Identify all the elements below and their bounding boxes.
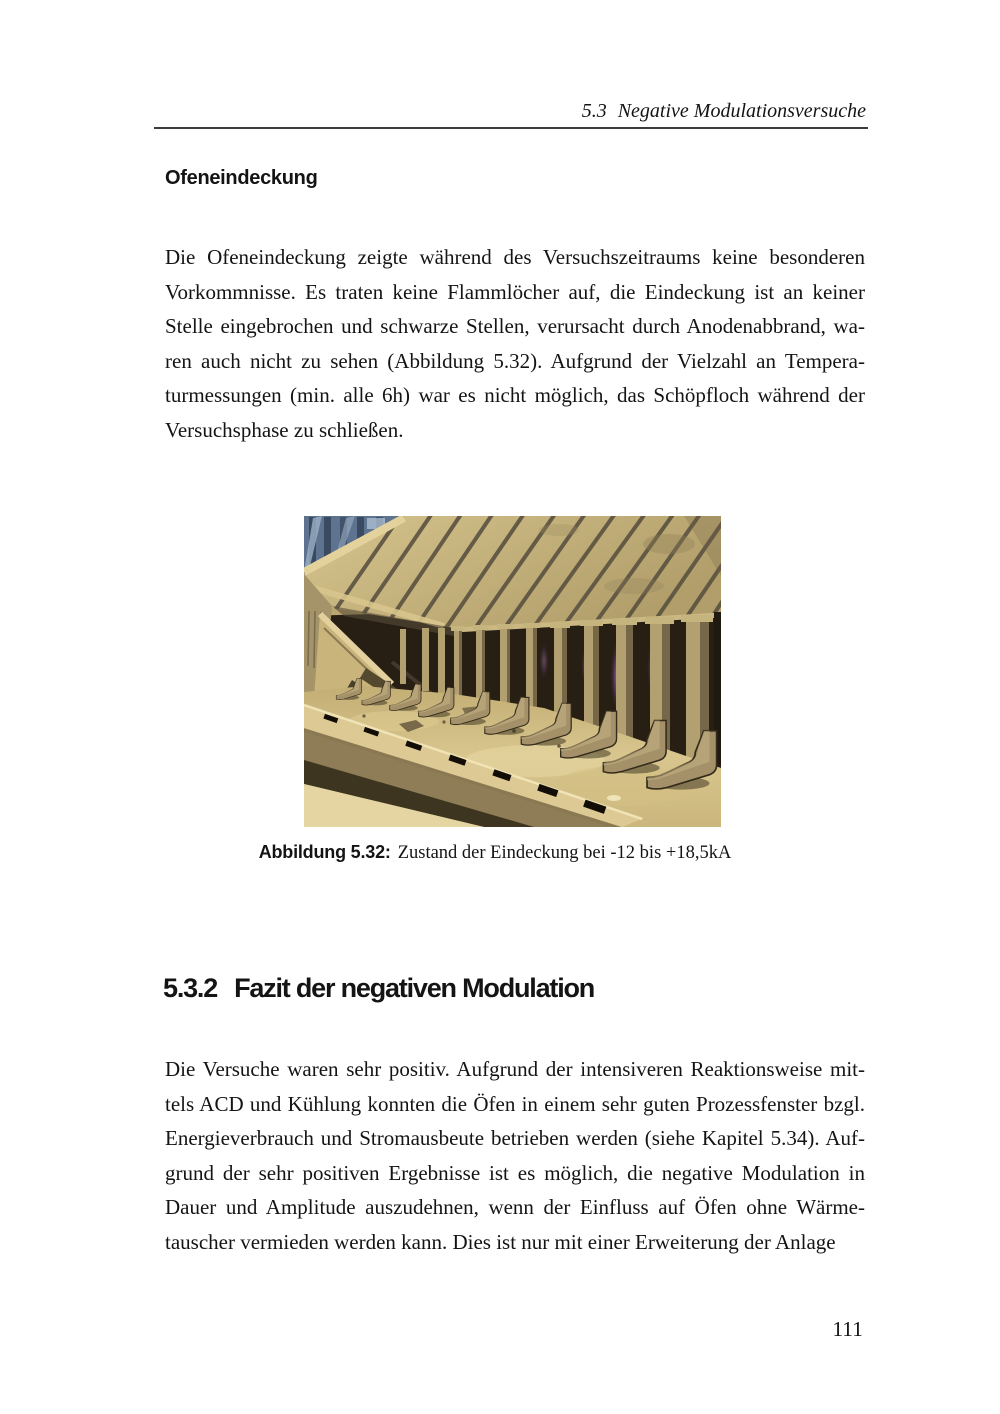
paragraph-line: Versuchsphase zu schließen.	[165, 417, 404, 442]
paragraph-line: Die Ofeneindeckung zeigte während des Versuchszeitraums keine besonderen	[165, 245, 865, 269]
paragraph-line: ren auch nicht zu sehen (Abbildung 5.32). Aufgrund der Vielzahl an Tempera-	[165, 348, 865, 373]
running-header-section-number: 5.3	[581, 100, 607, 122]
section-number: 5.3.2	[163, 973, 218, 1003]
section-heading	[163, 975, 594, 1002]
paragraph-line: Stelle eingebrochen und schwarze Stellen, verursacht durch Anodenabbrand, wa-	[165, 314, 865, 338]
paragraph-line: Energieverbrauch und Stromausbeute betrieben werden (siehe Kapitel 5.34). Auf-	[165, 1126, 865, 1150]
paragraph-line: grund der sehr positiven Ergebnisse ist es möglich, die negative Modulation in	[165, 1160, 865, 1185]
figure-caption-label: Abbildung 5.32:	[258, 842, 391, 862]
paragraph-1	[165, 240, 865, 447]
subsection-heading: Ofeneindeckung	[165, 167, 318, 189]
paragraph-line: Die Versuche waren sehr positiv. Aufgrund der intensiveren Reaktionsweise mit-	[165, 1057, 865, 1081]
figure-caption-text: Zustand der Eindeckung bei -12 bis +18,5kA	[397, 843, 732, 863]
furnace-cover-photo	[304, 516, 721, 827]
paragraph-line: turmessungen (min. alle 6h) war es nicht möglich, das Schöpfloch während der	[165, 383, 865, 407]
paragraph-2	[165, 1052, 865, 1259]
section-title: Fazit der negativen Modulation	[234, 973, 595, 1003]
paragraph-line: Vorkommnisse. Es traten keine Flammlöcher auf, die Eindeckung ist an keiner	[165, 279, 865, 304]
paragraph-line: tauscher vermieden werden kann. Dies ist nur mit einer Erweiterung der Anlage	[165, 1229, 836, 1254]
figure-photo	[304, 516, 721, 827]
page-number: 111	[832, 1317, 863, 1341]
header-rule	[154, 127, 868, 129]
paragraph-line: Dauer und Amplitude auszudehnen, wenn der Einfluss auf Öfen ohne Wärme-	[165, 1195, 865, 1219]
figure-caption	[145, 842, 845, 864]
running-header	[165, 100, 866, 122]
running-header-title: Negative Modulationsversuche	[617, 100, 866, 122]
paragraph-line: tels ACD und Kühlung konnten die Öfen in einem sehr guten Prozessfenster bzgl.	[165, 1091, 865, 1116]
